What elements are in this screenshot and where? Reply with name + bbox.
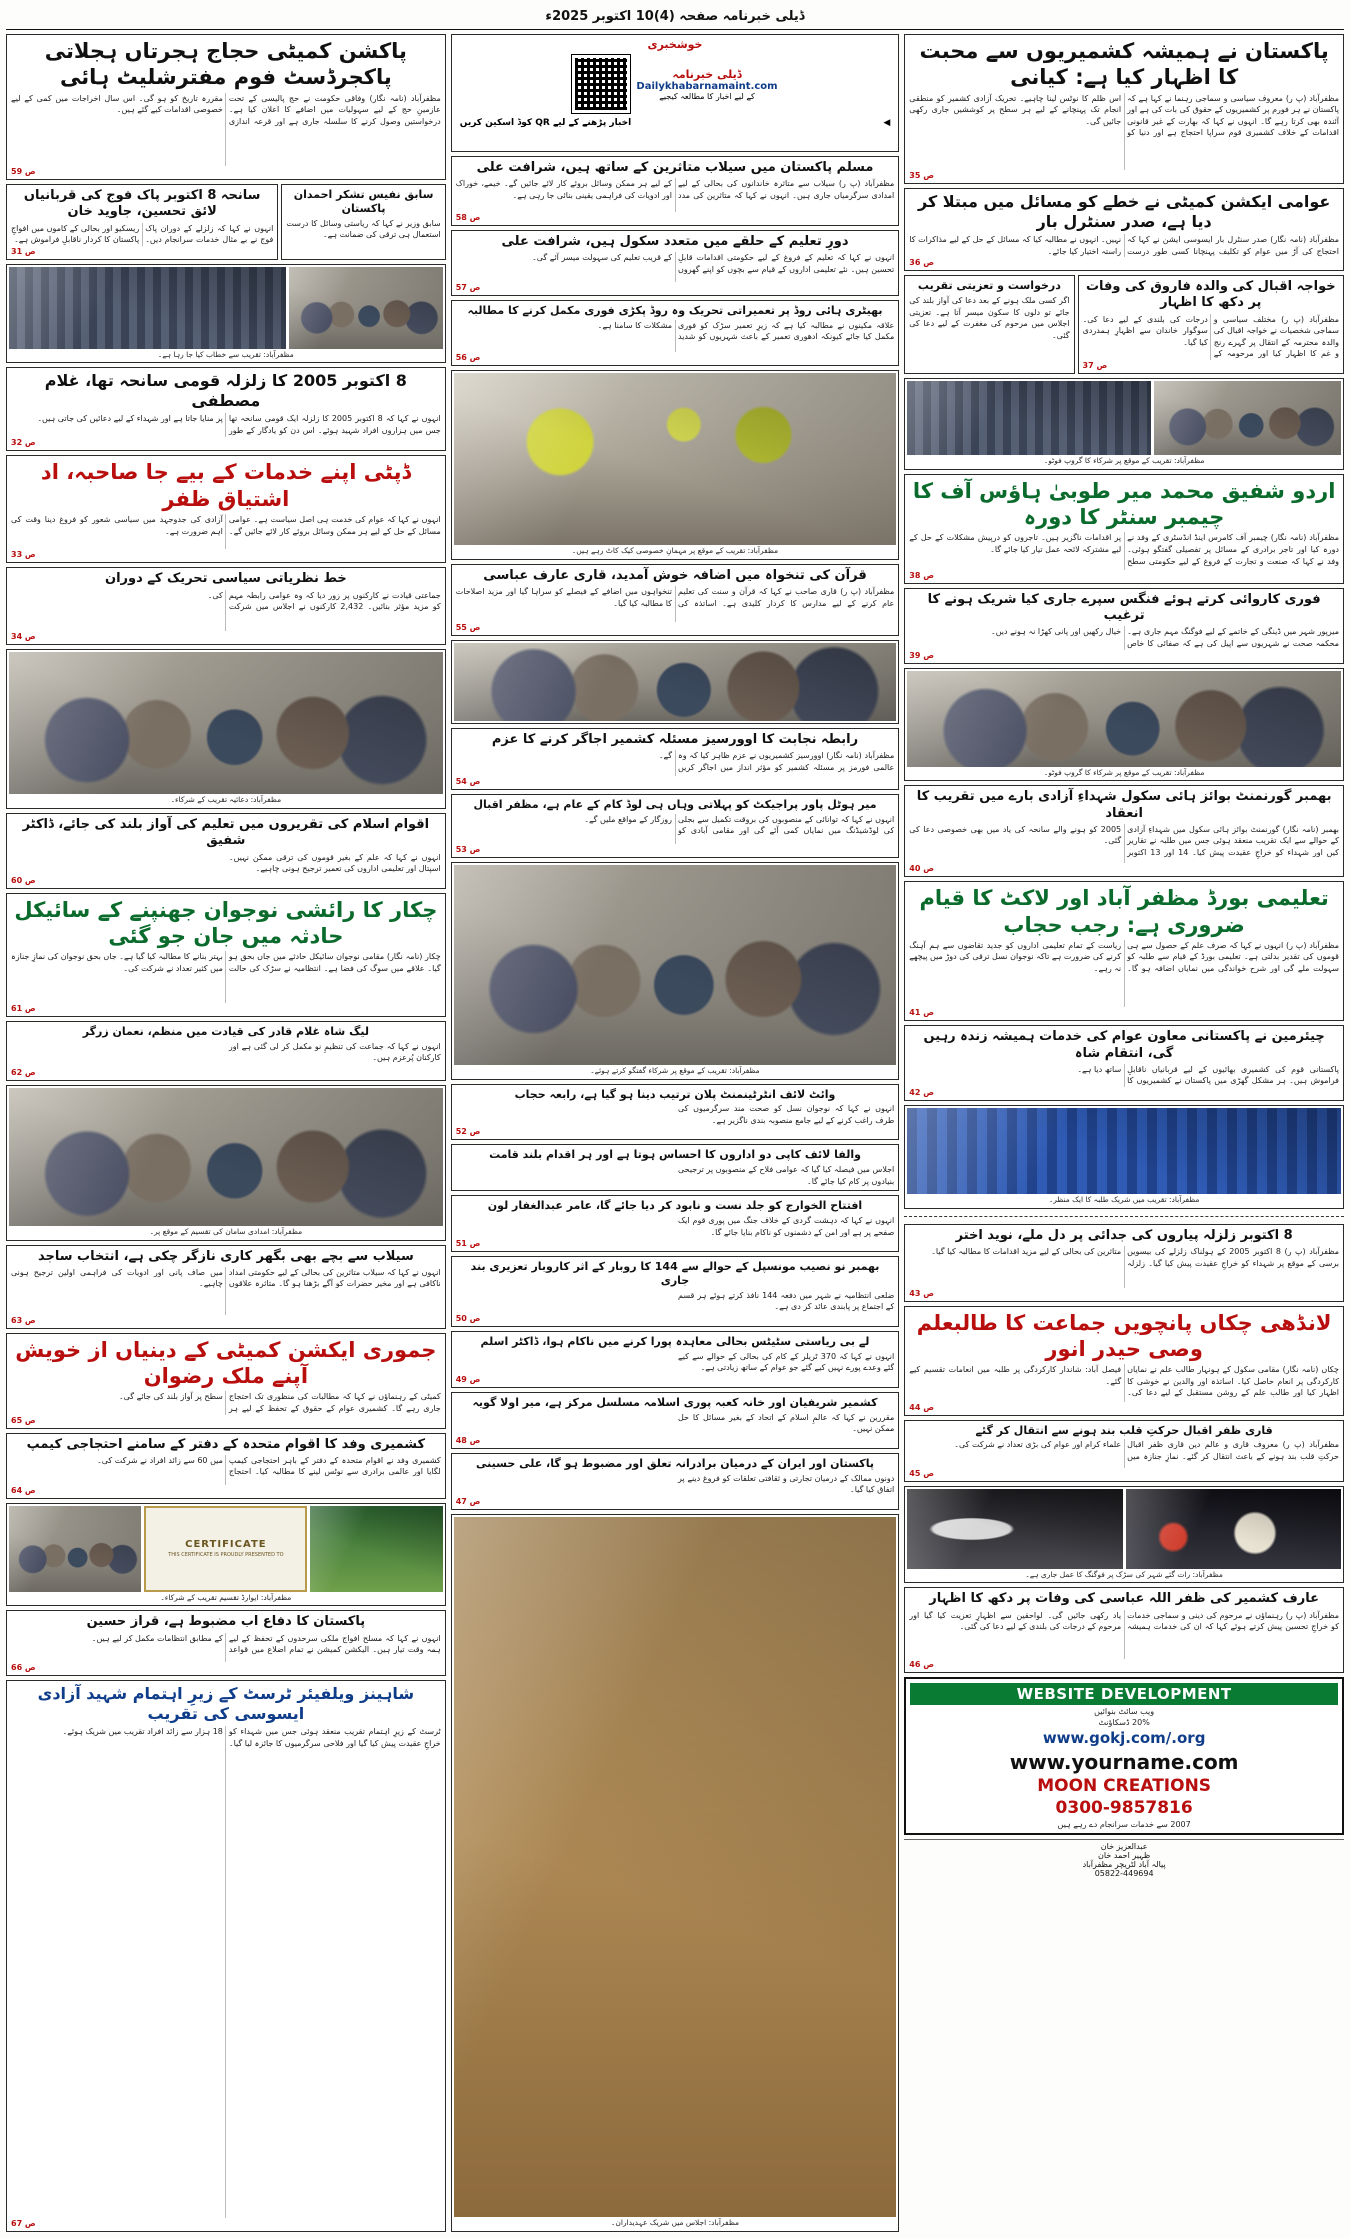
- article-shaheen-welfare-trust: [6, 1680, 446, 2232]
- ad-phone[interactable]: 0300-9857816: [1055, 1798, 1193, 1819]
- page-ref: 37 ص: [1082, 361, 1108, 371]
- page-ref: 56 ص: [455, 353, 481, 362]
- divider-dashed: [904, 1216, 1344, 1217]
- ad-line1: ویب سائٹ بنوائیں: [1094, 1707, 1155, 1717]
- article-body: انہوں نے کہا کہ توانائی کے منصوبوں کی بروقت تکمیل سے بجلی کی لوڈشیڈنگ میں نمایاں کمی آئے گی اور مقامی آبادی کو روزگار کے مواقع ملیں گے۔: [584, 814, 895, 836]
- article-action-committee-rizwan: [6, 1333, 446, 1429]
- page-ref: 51 ص: [455, 1239, 481, 1249]
- article-pak-army-sacrifice: [6, 184, 278, 260]
- article-chamber-visit: [904, 474, 1344, 584]
- photo-relief-distribution: [9, 1088, 443, 1226]
- article-white-life-plan: [451, 1084, 900, 1141]
- page-ref: 52 ص: [455, 1127, 481, 1137]
- photo-night-fogging-left: [1126, 1489, 1341, 1569]
- page-ref: 48 ص: [455, 1435, 481, 1445]
- article-amir-abdul-ghaffar: [451, 1195, 900, 1252]
- photo-block-officials: [904, 378, 1344, 470]
- article-body: علاقہ مکینوں نے مطالبہ کیا ہے کہ زیرِ تعمیر سڑک کو فوری مکمل کیا جائے کیونکہ ادھوری تعمیر کے باعث شہریوں کو شدید مشکلات کا سامنا ہے۔: [597, 320, 895, 342]
- photo-main-mid: [454, 865, 897, 1065]
- page-ref: 67 ص: [11, 2219, 36, 2228]
- headline: درخواست و تعزیتی تقریب: [917, 279, 1061, 293]
- article-body: اگر کسی ملک ہونے کے بعد دعا کی آواز بلند کی جائے تو دلوں کا سکون میسر آتا ہے۔ تعزیتی اجلاس میں مرحوم کی مغفرت کے لیے دعا کی گئی۔: [909, 295, 1070, 340]
- article-ishtiaq-zafar: [6, 455, 446, 563]
- article-pakistan-iran-relations: [451, 1453, 900, 1510]
- colophon: [904, 1839, 1344, 1878]
- article-oct8-anniversary: [6, 367, 446, 451]
- photo-caption: مظفرآباد: تقریب کے موقع پر شرکاء کا گروپ فوٹو۔: [1043, 456, 1205, 466]
- photo-officials: [1154, 381, 1341, 455]
- page-ref: 40 ص: [909, 864, 934, 874]
- article-bhetri-road: [451, 300, 900, 366]
- colophon-publisher: ظہیر احمد خان: [1098, 1851, 1151, 1861]
- headline: عارف کشمیر کی ظفر اللہ عباسی کی وفات پر دکھ کا اظہار: [929, 1591, 1319, 1607]
- article-flood-relief: [6, 1245, 446, 1329]
- ad-domain[interactable]: www.gokj.com/.org: [1042, 1729, 1206, 1748]
- headline: والفا لائف کاپی دو اداروں کا احساس ہوتا ہے اور ہر اقدام بلند قامت: [489, 1148, 861, 1162]
- article-copy-sense: [451, 1144, 900, 1191]
- photo-ceremony: [454, 373, 897, 545]
- page-ref: 57 ص: [455, 283, 481, 292]
- article-body: کمیٹی کے رہنماؤں نے کہا کہ مطالبات کی منظوری تک احتجاج جاری رہے گا۔ کشمیری عوام کے حقوق کے تحفظ کے لیے ہر سطح پر آواز بلند کی جائے گی۔: [118, 1392, 441, 1413]
- headline: 8 اکتوبر 2005 کا زلزلہ قومی سانحہ تھا، غلام مصطفی: [44, 371, 407, 411]
- article-body: انہوں نے کہا کہ علم کے بغیر قوموں کی ترقی ممکن نہیں۔ اسپتال اور تعلیمی اداروں کی تعمیر ترجیح ہونی چاہیے۔: [228, 852, 441, 874]
- page-ref: 33 ص: [11, 550, 36, 560]
- photo-speakers: [454, 643, 897, 721]
- headline: اقوام اسلام کی تقریروں میں تعلیم کی آواز بلند کی جائے، ڈاکٹر شفیق: [22, 817, 430, 849]
- article-body: بھمبر (نامہ نگار) گورنمنٹ بوائز ہائی سکول میں شہداءِ آزادی کے حوالے سے ایک تقریب منعقد ہوئی جس میں طلبہ نے تقاریر کیں اور شہداء کو خراجِ عقیدت پیش کیا۔ 14 اور 13 اکتوبر 2005 کو ہونے والے سانحہ کی یاد میں بھی خصوصی دعا کی گئی۔: [909, 824, 1339, 857]
- colophon-editor: عبدالعزیز خان: [1100, 1842, 1148, 1852]
- headline: دورِ تعلیم کے حلقے میں متعدد سکول ہیں، شرافت علی: [501, 234, 849, 249]
- article-body: انہوں نے کہا کہ سیلاب متاثرین کی بحالی کے لیے حکومتی امداد ناکافی ہے اور مخیر حضرات کو آگے بڑھنا ہو گا۔ متاثرہ علاقوں میں صاف پانی اور ادویات کی فراہمی اولین ترجیح ہونی چاہیے۔: [11, 1267, 441, 1289]
- photo-caption: مظفرآباد: تقریب کے موقع پر مہمانِ خصوصی کیک کاٹ رہے ہیں۔: [571, 546, 779, 555]
- headline: مسلم پاکستان میں سیلاب متاثرین کے ساتھ ہیں، شرافت علی: [476, 160, 874, 175]
- article-body: انہوں نے کہا کہ عوام کی خدمت ہی اصل سیاست ہے۔ عوامی مسائل کے حل کے لیے ہر ممکن وسائل بروئے کار لائے جائیں گے۔ آزادی کی جدوجہد میں سیاسی شعور کو فروغ دینا وقت کی اہم ضرورت ہے۔: [11, 514, 441, 536]
- article-qari-zafar: [904, 1420, 1344, 1482]
- article-body: مظفرآباد (پ ر) انہوں نے کہا کہ صرف علم کے حصول سے ہی قوموں کی تقدیر بدلتی ہے۔ تعلیمی بورڈ کے قیام سے طلبہ کو سہولت ملے گی اور شرح خواندگی میں نمایاں اضافہ ہو گا۔ ریاست کے تمام تعلیمی اداروں کو جدید تقاضوں سے ہم آہنگ کرنے کی ضرورت ہے تاکہ نوجوان نسل ترقی کی دوڑ میں پیچھے نہ رہے۔: [909, 940, 1339, 973]
- headline: لے بی ریاستی سٹیٹس بحالی معاہدہ پورا کرنے میں ناکام ہوا، ڈاکٹر اسلم: [480, 1335, 870, 1348]
- qr-code-icon[interactable]: [572, 55, 630, 113]
- page-ref: 36 ص: [909, 258, 934, 268]
- article-body: انہوں نے کہا کہ زلزلے کے دوران پاک فوج نے بے مثال خدمات سرانجام دیں۔ ریسکیو اور بحالی کے کاموں میں افواجِ پاکستان کا کردار ناقابلِ فراموش ہے۔: [11, 223, 274, 245]
- article-body: انہوں نے کہا کہ تعلیم کے فروغ کے لیے حکومتی اقدامات قابلِ تحسین ہیں۔ نئے تعلیمی اداروں کے قیام سے بچوں کو اپنے گھروں کے قریب تعلیم کی سہولت میسر آئے گی۔: [532, 253, 895, 274]
- qr-area[interactable]: [456, 51, 895, 117]
- page-ref: 32 ص: [11, 438, 36, 448]
- headline: قاری ظفر اقبال حرکتِ قلب بند ہونے سے انتقال کر گئے: [975, 1423, 1273, 1437]
- photo-block-left-2: [6, 649, 446, 809]
- article-state-restoration: [451, 1331, 900, 1388]
- article-punjab-defence: [6, 1610, 446, 1676]
- headline: عوامی ایکشن کمیٹی نے خطے کو مسائل میں مبتلا کر دیا ہے، صدر سنٹرل بار: [917, 192, 1331, 231]
- photo-caption: مظفرآباد: تقریب کے موقع پر شرکاء کا گروپ فوٹو۔: [1043, 767, 1205, 777]
- headline: وائٹ لائف انٹرٹینمنٹ پلان ترتیب دینا ہو گیا ہے، رابعہ حجاب: [514, 1087, 836, 1101]
- brand-website[interactable]: Dailykhabarnamaint.com: [636, 80, 778, 92]
- qr-arrow-note: [456, 117, 895, 129]
- article-haider-anwar: [904, 1306, 1344, 1416]
- article-body: مظفرآباد (نامہ نگار) اوورسیز کشمیریوں نے عزم ظاہر کیا کہ وہ عالمی فورمز پر مسئلہ کشمیر کو مؤثر انداز میں اجاگر کریں گے۔: [658, 751, 895, 772]
- photo-hall: [907, 381, 1150, 455]
- headline: قرآن کی تنخواہ میں اضافہ خوش آمدید، قاری عارف عباسی: [483, 567, 867, 583]
- photo-caption: مظفرآباد: تقریب کے موقع پر شرکاء گفتگو کرتے ہوئے۔: [590, 1065, 760, 1075]
- brand-line3: کے لیے اخبار کا مطالعہ کیجیے: [659, 91, 755, 101]
- article-awam-ilm: [6, 813, 446, 889]
- headline: تعلیمی بورڈ مظفر آباد اور لاکٹ کا قیام ضروری ہے: رجب حجاب: [919, 886, 1329, 937]
- column-right: [904, 34, 1344, 2232]
- headline: لیگ شاہ غلام قادر کی قیادت میں منظم، نعمان زرگر: [82, 1024, 369, 1038]
- page-ref: 49 ص: [455, 1374, 481, 1384]
- ad-title: WEBSITE DEVELOPMENT: [910, 1683, 1338, 1705]
- article-body: انہوں نے کہا کہ 8 اکتوبر 2005 کا زلزلہ ایک قومی سانحہ تھا جس میں ہزاروں افراد شہید ہوئے۔ اس دن کو یادگار کے طور پر منایا جاتا ہے اور شہداء کے لیے دعائیں کی جاتی ہیں۔: [37, 414, 441, 436]
- headline: فوری کاروائی کرتے ہوئے فنگس سپرے جاری کیا شریک ہونے کا ترغیب: [927, 591, 1321, 624]
- article-khat-nazri: [6, 567, 446, 645]
- headline: پاکستان کا دفاع اب مضبوط ہے، قراز حسین: [86, 1614, 366, 1630]
- photo-prayer-gathering: [9, 652, 443, 794]
- photo-block-night: [904, 1486, 1344, 1584]
- article-body: ٹرسٹ کے زیرِ اہتمام تقریب منعقد ہوئی جس میں شہداء کو خراجِ عقیدت پیش کیا گیا اور فلاحی سرگرمیوں کا جائزہ لیا گیا۔ 18 ہزار سے زائد افراد تقریب میں شریک ہوئے۔: [62, 1727, 441, 1748]
- article-body: مظفرآباد (پ ر) معروف سیاسی و سماجی رہنما نے کہا ہے کہ پاکستان نے ہر فورم پر کشمیریوں کے حقوق کی بات کی ہے اور آئندہ بھی کرتا رہے گا۔ انہوں نے کہا کہ بھارت کے غیر قانونی اقدامات کے خلاف کشمیری قوم سراپا احتجاج ہے اور دنیا کو اس ظلم کا نوٹس لینا چاہیے۔ تحریک آزادی کشمیر کو منطقی انجام تک پہنچانے کے لیے ہر سطح پر کوششیں جاری رکھی جائیں گی۔: [909, 93, 1339, 138]
- headline: پاکستان اور ایران کے درمیان برادرانہ تعلق اور مضبوط ہو گا، علی حسینی: [476, 1456, 874, 1470]
- photo-caption: مظفرآباد: اجلاس میں شریک عہدیداران۔: [610, 2218, 740, 2228]
- page-ref: 39 ص: [909, 650, 934, 660]
- photo-block-main-mid: [451, 862, 900, 1080]
- photo-ambulance: [310, 1506, 442, 1592]
- article-body: جماعتی قیادت نے کارکنوں پر زور دیا کہ وہ عوامی رابطہ مہم کو مزید مؤثر بنائیں۔ 2,432 کارکنوں نے اجلاس میں شرکت کی۔: [207, 590, 441, 612]
- photo-block-group: [904, 668, 1344, 782]
- photo-block-mid-bottom: [451, 1514, 900, 2232]
- article-body: پاکستانی قوم کی کشمیری بھائیوں کے لیے قربانیاں ناقابلِ فراموش ہیں۔ ہر مشکل گھڑی میں پاکستان نے کشمیریوں کا ساتھ دیا ہے۔: [1077, 1064, 1339, 1086]
- article-hotel-project: [451, 794, 900, 858]
- column-left: [6, 34, 446, 2232]
- article-quran-lesson: [451, 564, 900, 636]
- certificate-image: [144, 1506, 307, 1592]
- brand-qr-block: [451, 34, 900, 152]
- article-municipal-council: [451, 1256, 900, 1327]
- article-body: انہوں نے کہا کہ دہشت گردی کے خلاف جنگ میں پوری قوم ایک صفحے پر ہے اور امن کے دشمنوں کو ناکام بنایا جائے گا۔: [678, 1216, 895, 1237]
- page-ref: 61 ص: [11, 1003, 36, 1013]
- ad-company: MOON CREATIONS: [1037, 1776, 1212, 1797]
- page-ref: 54 ص: [455, 776, 481, 786]
- photo-audience: [9, 267, 286, 349]
- photo-speaker-portrait: [289, 267, 443, 349]
- article-body: مظفرآباد (پ ر) 8 اکتوبر 2005 کے ہولناک زلزلے کی بیسویں برسی کے موقع پر شہداء کو خراجِ عقیدت پیش کیا گیا۔ زلزلہ متاثرین کی بحالی کے لیے مزید اقدامات کا مطالبہ کیا گیا۔: [931, 1246, 1339, 1268]
- article-youth-lives: [6, 893, 446, 1017]
- page-ref: 55 ص: [455, 622, 481, 632]
- brand-line1: ڈیلی خبرنامہ: [672, 67, 742, 81]
- headline: بھمبر گورنمنٹ بوائز ہائی سکول شہداءِ آزادی بارے میں تقریب کا انعقاد: [916, 789, 1332, 821]
- article-fungus-ban: [904, 588, 1344, 664]
- page-ref: 60 ص: [11, 875, 36, 885]
- article-body: مظفرآباد (پ ر) معروف قاری و عالم دین قاری ظفر اقبال حرکتِ قلب بند ہونے کے باعث انتقال کر گئے۔ نمازِ جنازہ میں علماء کرام اور عوام کی بڑی تعداد نے شرکت کی۔: [954, 1440, 1339, 1462]
- article-body: مظفرآباد (پ ر) مختلف سیاسی و سماجی شخصیات نے خواجہ اقبال کی والدہ محترمہ کے انتقال پر گہرے رنج و غم کا اظہار کیا اور مرحومہ کے درجات کی بلندی کے لیے دعا کی۔ سوگوار خاندان سے اظہارِ ہمدردی کیا گیا۔: [1082, 314, 1339, 359]
- qr-note-text: اخبار پڑھنے کے لیے QR کوڈ اسکین کریں: [459, 118, 632, 128]
- article-protest-camp: [6, 1433, 446, 1499]
- ad-yourname[interactable]: www.yourname.com: [1009, 1750, 1239, 1775]
- colophon-phone: 05822-449694: [1094, 1869, 1154, 1879]
- headline: اردو شفیق محمد میر طوبیٰ ہاؤس آف کا چیمبر سنٹر کا دورہ: [912, 478, 1336, 530]
- ad-discount: 20% ڈسکاؤنٹ: [1098, 1718, 1150, 1728]
- colophon-address: پیالہ آباد لٹریچر مظفرآباد: [1082, 1860, 1166, 1870]
- article-body: سابق وزیر نے کہا کہ ریاستی وسائل کا درست استعمال ہی ترقی کی ضمانت ہے۔: [286, 218, 441, 240]
- page-ref: 66 ص: [11, 1663, 36, 1673]
- ad-website-development[interactable]: [904, 1677, 1344, 1835]
- page-ref: 63 ص: [11, 1315, 36, 1325]
- article-body: انہوں نے کہا کہ مسلح افواج ملکی سرحدوں کے تحفظ کے لیے ہمہ وقت تیار ہیں۔ الیکشن کمیشن نے تمام اضلاع میں قواعد کے مطابق انتظامات مکمل کر لیے ہیں۔: [91, 1633, 441, 1655]
- article-chairman-statement: [904, 1025, 1344, 1101]
- masthead-title: ڈیلی خبرنامہ صفحہ (4)10 اکتوبر 2025ء: [545, 9, 805, 24]
- photo-students: [907, 1108, 1341, 1194]
- photo-caption: مظفرآباد: تقریب سے خطاب کیا جا رہا ہے۔: [157, 349, 294, 359]
- article-oct8-earthquake: [904, 1224, 1344, 1302]
- article-body: مقررین نے کہا کہ عالمِ اسلام کے اتحاد کے بغیر مسائل کا حل ممکن نہیں۔: [678, 1412, 895, 1434]
- article-khawaja-iqbal-death: [1078, 275, 1344, 374]
- photo-caption: مظفرآباد: امدادی سامان کی تقسیم کے موقع پر۔: [149, 1226, 303, 1236]
- article-body: انہوں نے کہا کہ 370 ٹریلر کے کام کی بحالی کے حوالے سے کیے گئے وعدے پورے نہیں کیے گئے جو عوام کے ساتھ زیادتی ہے۔: [678, 1351, 895, 1373]
- photo-night-fogging-right: [907, 1489, 1122, 1569]
- headline: لانڈھی چکاں پانچویں جماعت کا طالبعلم وصی حیدر انور: [916, 1310, 1332, 1361]
- headline: چکار کا رائشی نوجوان جھنپنے کے سائیکل حادثہ میں جان جو گئی: [14, 897, 438, 949]
- page-ref: 42 ص: [909, 1087, 934, 1097]
- photo-block-left-3: [6, 1085, 446, 1241]
- page-ref: 46 ص: [909, 1660, 934, 1670]
- photo-caption: مظفرآباد: رات گئے شہر کی سڑک پر فوگنگ کا عمل جاری ہے۔: [1025, 1569, 1223, 1579]
- article-pakistan-iran: [451, 1392, 900, 1449]
- headline: شاہینز ویلفیئر ٹرسٹ کے زیرِ اہتمام شہید آزادی ایسوسی کی تقریب: [37, 1684, 415, 1724]
- page-ref: 35 ص: [909, 171, 934, 180]
- article-body: مظفرآباد (نامہ نگار) صدر سنٹرل بار ایسوسی ایشن نے کہا کہ احتجاج کی آڑ میں عوام کو تکلیف پہنچانا کسی طور درست نہیں۔ انہوں نے مطالبہ کیا کہ مسائل کے حل کے لیے مذاکرات کا راستہ اختیار کیا جائے۔: [909, 235, 1339, 256]
- page-ref: 53 ص: [455, 844, 481, 854]
- headline: خواجہ اقبال کی والدہ فاروق کی وفات پر دکھ کا اظہار: [1085, 279, 1336, 311]
- article-kiani-lead: [904, 34, 1344, 184]
- photo-block-blue-uniform: [904, 1105, 1344, 1209]
- page-grid: [6, 34, 1344, 2232]
- photo-block-speakers: [451, 640, 900, 724]
- page-ref: 34 ص: [11, 632, 36, 642]
- article-arif-abbasi-condolence: [904, 1587, 1344, 1673]
- article-league-shah-ghulam: [6, 1021, 446, 1081]
- article-body: چکاں (نامہ نگار) مقامی سکول کے ہونہار طالب علم نے نمایاں کارکردگی پر انعام حاصل کیا۔ اساتذہ اور والدین نے خوشی کا اظہار کیا اور طالب علم کے روشن مستقبل کے لیے دعا کی۔ فیصل آباد: شاندار کارکردگی پر طلبہ میں انعامات تقسیم کیے گئے۔: [909, 1365, 1339, 1398]
- article-body: اجلاس میں فیصلہ کیا گیا کہ عوامی فلاح کے منصوبوں پر ترجیحی بنیادوں پر کام کیا جائے گا۔: [678, 1165, 895, 1186]
- page-ref: 43 ص: [909, 1288, 934, 1298]
- headline: رابطہ نجابت کا اوورسیز مسئلہ کشمیر اجاگر کرنے کا عزم: [491, 731, 859, 747]
- article-ex-minister: [281, 184, 445, 260]
- article-body: مظفرآباد (پ ر) سیلاب سے متاثرہ خاندانوں کی بحالی کے لیے امدادی سرگرمیاں جاری ہیں۔ انہوں نے کہا کہ متاثرین کی مدد کے لیے ہر ممکن وسائل بروئے کار لائے جائیں گے۔ خیمے، خوراک اور ادویات کی فراہمی یقینی بنائی جا رہی ہے۔: [455, 179, 895, 200]
- page-ref: 65 ص: [11, 1415, 36, 1425]
- article-education-circle: [451, 230, 900, 296]
- article-body: انہوں نے کہا کہ نوجوان نسل کو صحت مند سرگرمیوں کی طرف راغب کرنے کے لیے جامع منصوبہ بندی ناگزیر ہے۔: [678, 1104, 895, 1125]
- article-election-committee-hajj: [6, 34, 446, 180]
- article-boys-school-function: [904, 785, 1344, 877]
- article-body: میرپور شہر میں ڈینگی کے خاتمے کے لیے فوگنگ مہم جاری ہے۔ محکمہ صحت نے شہریوں سے اپیل کی ہے کہ صفائی کا خاص خیال رکھیں اور پانی کھڑا نہ ہونے دیں۔: [991, 627, 1339, 648]
- page-ref: 58 ص: [455, 213, 481, 222]
- headline: جموری ایکشن کمیٹی کے دینیاں از خویش آپنے ملک رضوان: [15, 1337, 437, 1388]
- article-body: انہوں نے کہا کہ جماعت کی تنظیمِ نو مکمل کر لی گئی ہے اور کارکنان پُرعزم ہیں۔: [228, 1041, 441, 1063]
- arrow-left-icon: ◀: [883, 118, 891, 128]
- headline: خط نظریاتی سیاسی تحریک کے دوران: [104, 571, 347, 587]
- headline: ڈپٹی اپنے خدمات کے بیے جا صاحبہ، اد اشتیاق ظفر: [40, 460, 411, 511]
- headline: بھیٹری ہائی روڈ پر تعمیراتی تحریک وہ روڈ پکڑی فوری مکمل کرنے کا مطالبہ: [467, 304, 883, 317]
- page-ref: 44 ص: [909, 1402, 934, 1412]
- certificate-subtitle: THIS CERTIFICATE IS PROUDLY PRESENTED TO: [168, 1552, 284, 1559]
- headline: سیلاب سے بچے بھی بگھر کاری نازگر چکی ہے، انتخاب ساجد: [37, 1248, 414, 1264]
- headline: افتتاح الخوارج کو جلد نست و نابود کر دیا جائے گا، عامر عبدالغفار لون: [487, 1199, 863, 1213]
- page-ref: 38 ص: [909, 570, 934, 580]
- headline: کشمیر شریفیان اور خانہ کعبہ پوری اسلامہ مسلسل مرکز ہے، میر اولا گویہ: [472, 1395, 878, 1409]
- photo-caption: مظفرآباد: تقریب میں شریک طلبہ کا ایک منظر۔: [1048, 1194, 1200, 1204]
- photo-award-recipients: [9, 1506, 141, 1592]
- page-ref: 62 ص: [11, 1067, 36, 1077]
- headline: پاکستان نے ہمیشہ کشمیریوں سے محبت کا اظہار کیا ہے: کیانی: [919, 39, 1329, 90]
- photo-meeting: [454, 1517, 897, 2217]
- page-ref: 41 ص: [909, 1008, 934, 1018]
- page-ref: 50 ص: [455, 1314, 481, 1323]
- article-body: دونوں ممالک کے درمیان تجارتی و ثقافتی تعلقات کو فروغ دینے پر اتفاق کیا گیا۔: [678, 1473, 895, 1495]
- article-condolence-box: [904, 275, 1074, 374]
- page-ref: 59 ص: [11, 167, 36, 176]
- masthead: [6, 4, 1344, 30]
- page-ref: 45 ص: [909, 1468, 934, 1478]
- article-body: چکار (نامہ نگار) مقامی نوجوان سائیکل حادثے میں جاں بحق ہو گیا۔ علاقے میں سوگ کی فضا ہے۔ انتظامیہ نے سڑک کی حالت بہتر بنانے کا مطالبہ کیا گیا ہے۔ جاں بحق نوجوان کی نمازِ جنازہ میں کثیر تعداد نے شرکت کی۔: [11, 952, 441, 973]
- headline: بھمبر نو نصیب مونسپل کے حوالے سے 144 کا روبار کے اثر کاروبار تعزیری بند جاری: [470, 1260, 880, 1288]
- headline: 8 اکتوبر زلزلہ پیاروں کی جدائی پر دل ملے، نوید اختر: [955, 1227, 1293, 1243]
- article-rabita-conference: [451, 728, 900, 790]
- column-middle: [451, 34, 900, 2232]
- headline: میر ہوٹل پاور پراجیکٹ کو پہلاتی وہاں ہی لوڈ کام کے عام ہے، مظفر اقبال: [473, 797, 877, 811]
- article-flood-victims: [451, 156, 900, 226]
- photo-caption: مظفرآباد: ایوارڈ تقسیم تقریب کے شرکاء۔: [160, 1592, 292, 1602]
- photo-block-left-4: [6, 1503, 446, 1607]
- article-awami-action-committee: [904, 188, 1344, 271]
- article-education-board-lead: [904, 881, 1344, 1021]
- article-body: مظفرآباد (پ ر) رہنماؤں نے مرحوم کی دینی و سماجی خدمات کو خراجِ تحسین پیش کرتے ہوئے کہا کہ ان کی خدمات ہمیشہ یاد رکھی جائیں گی۔ لواحقین سے اظہارِ تعزیت کیا گیا اور مرحوم کے درجات کی بلندی کے لیے دعا کی گئی۔: [909, 1610, 1339, 1632]
- article-body: مظفرآباد (پ ر) قاری صاحب نے کہا کہ قرآن و سنت کی تعلیم عام کرنے کے لیے مدارس کا کردار کلیدی ہے۔ اساتذہ کی تنخواہوں میں اضافے کے فیصلے کو سراہا گیا اور مزید اصلاحات کا مطالبہ کیا گیا۔: [455, 587, 895, 608]
- brand-tagline: خوشخبری: [647, 38, 703, 51]
- photo-block-left-1: [6, 264, 446, 364]
- headline: چیئرمین نے پاکستانی معاون عوام کی خدمات ہمیشہ زندہ رہیں گی، انتقام شاہ: [923, 1029, 1325, 1061]
- certificate-title: CERTIFICATE: [185, 1539, 267, 1551]
- headline: سابق نفیس تشکر احمدان پاکستان: [293, 188, 434, 215]
- article-body: مظفرآباد (نامہ نگار) چیمبر آف کامرس اینڈ انڈسٹری کے وفد نے دورہ کیا اور تاجر برادری کے مسائل پر تفصیلی گفتگو ہوئی۔ وفد نے کہا کہ صنعت و تجارت کے فروغ کے لیے حکومتی سطح پر اقدامات ناگزیر ہیں۔ تاجروں کو درپیش مشکلات کے حل کے لیے مشترکہ لائحہ عمل تیار کیا جائے گا۔: [909, 533, 1339, 566]
- article-body: ضلعی انتظامیہ نے شہر میں دفعہ 144 نافذ کرتے ہوئے ہر قسم کے اجتماع پر پابندی عائد کر دی ہے۔: [678, 1290, 895, 1312]
- ad-since: 2007 سے خدمات سرانجام دے رہے ہیں: [1057, 1820, 1191, 1830]
- page-ref: 47 ص: [455, 1496, 481, 1506]
- page-ref: 31 ص: [11, 246, 36, 256]
- page-ref: 64 ص: [11, 1485, 36, 1495]
- headline: پاکشن کمیٹی حجاج ہجرتاں ہجلاتی پاکجرڈسٹ فوم مفترشلیٹ ہائی: [44, 39, 407, 90]
- photo-block-balloons: [451, 370, 900, 560]
- photo-caption: مظفرآباد: دعائیہ تقریب کے شرکاء۔: [170, 795, 282, 805]
- headline: سانحہ 8 اکتوبر پاک فوج کی قربانیاں لائق تحسین، جاوید خان: [23, 188, 261, 220]
- headline: کشمیری وفد کا اقوام متحدہ کے دفتر کے سامنے احتجاجی کیمپ: [26, 1436, 426, 1452]
- article-body: مظفرآباد (نامہ نگار) وفاقی حکومت نے حج پالیسی کے تحت عازمینِ حج کے لیے سہولیات میں اضافے کا اعلان کیا ہے۔ درخواستیں وصول کرنے کا سلسلہ جاری ہے اور قرعہ اندازی مقررہ تاریخ کو ہو گی۔ اس سال اخراجات میں کمی کے لیے خصوصی اقدامات کیے گئے ہیں۔: [11, 93, 441, 126]
- photo-group: [907, 671, 1341, 767]
- article-body: کشمیری وفد نے اقوام متحدہ کے دفتر کے باہر احتجاجی کیمپ لگایا اور عالمی برادری سے نوٹس لینے کا مطالبہ کیا۔ احتجاج میں 60 سے زائد افراد نے شرکت کی۔: [97, 1455, 441, 1477]
